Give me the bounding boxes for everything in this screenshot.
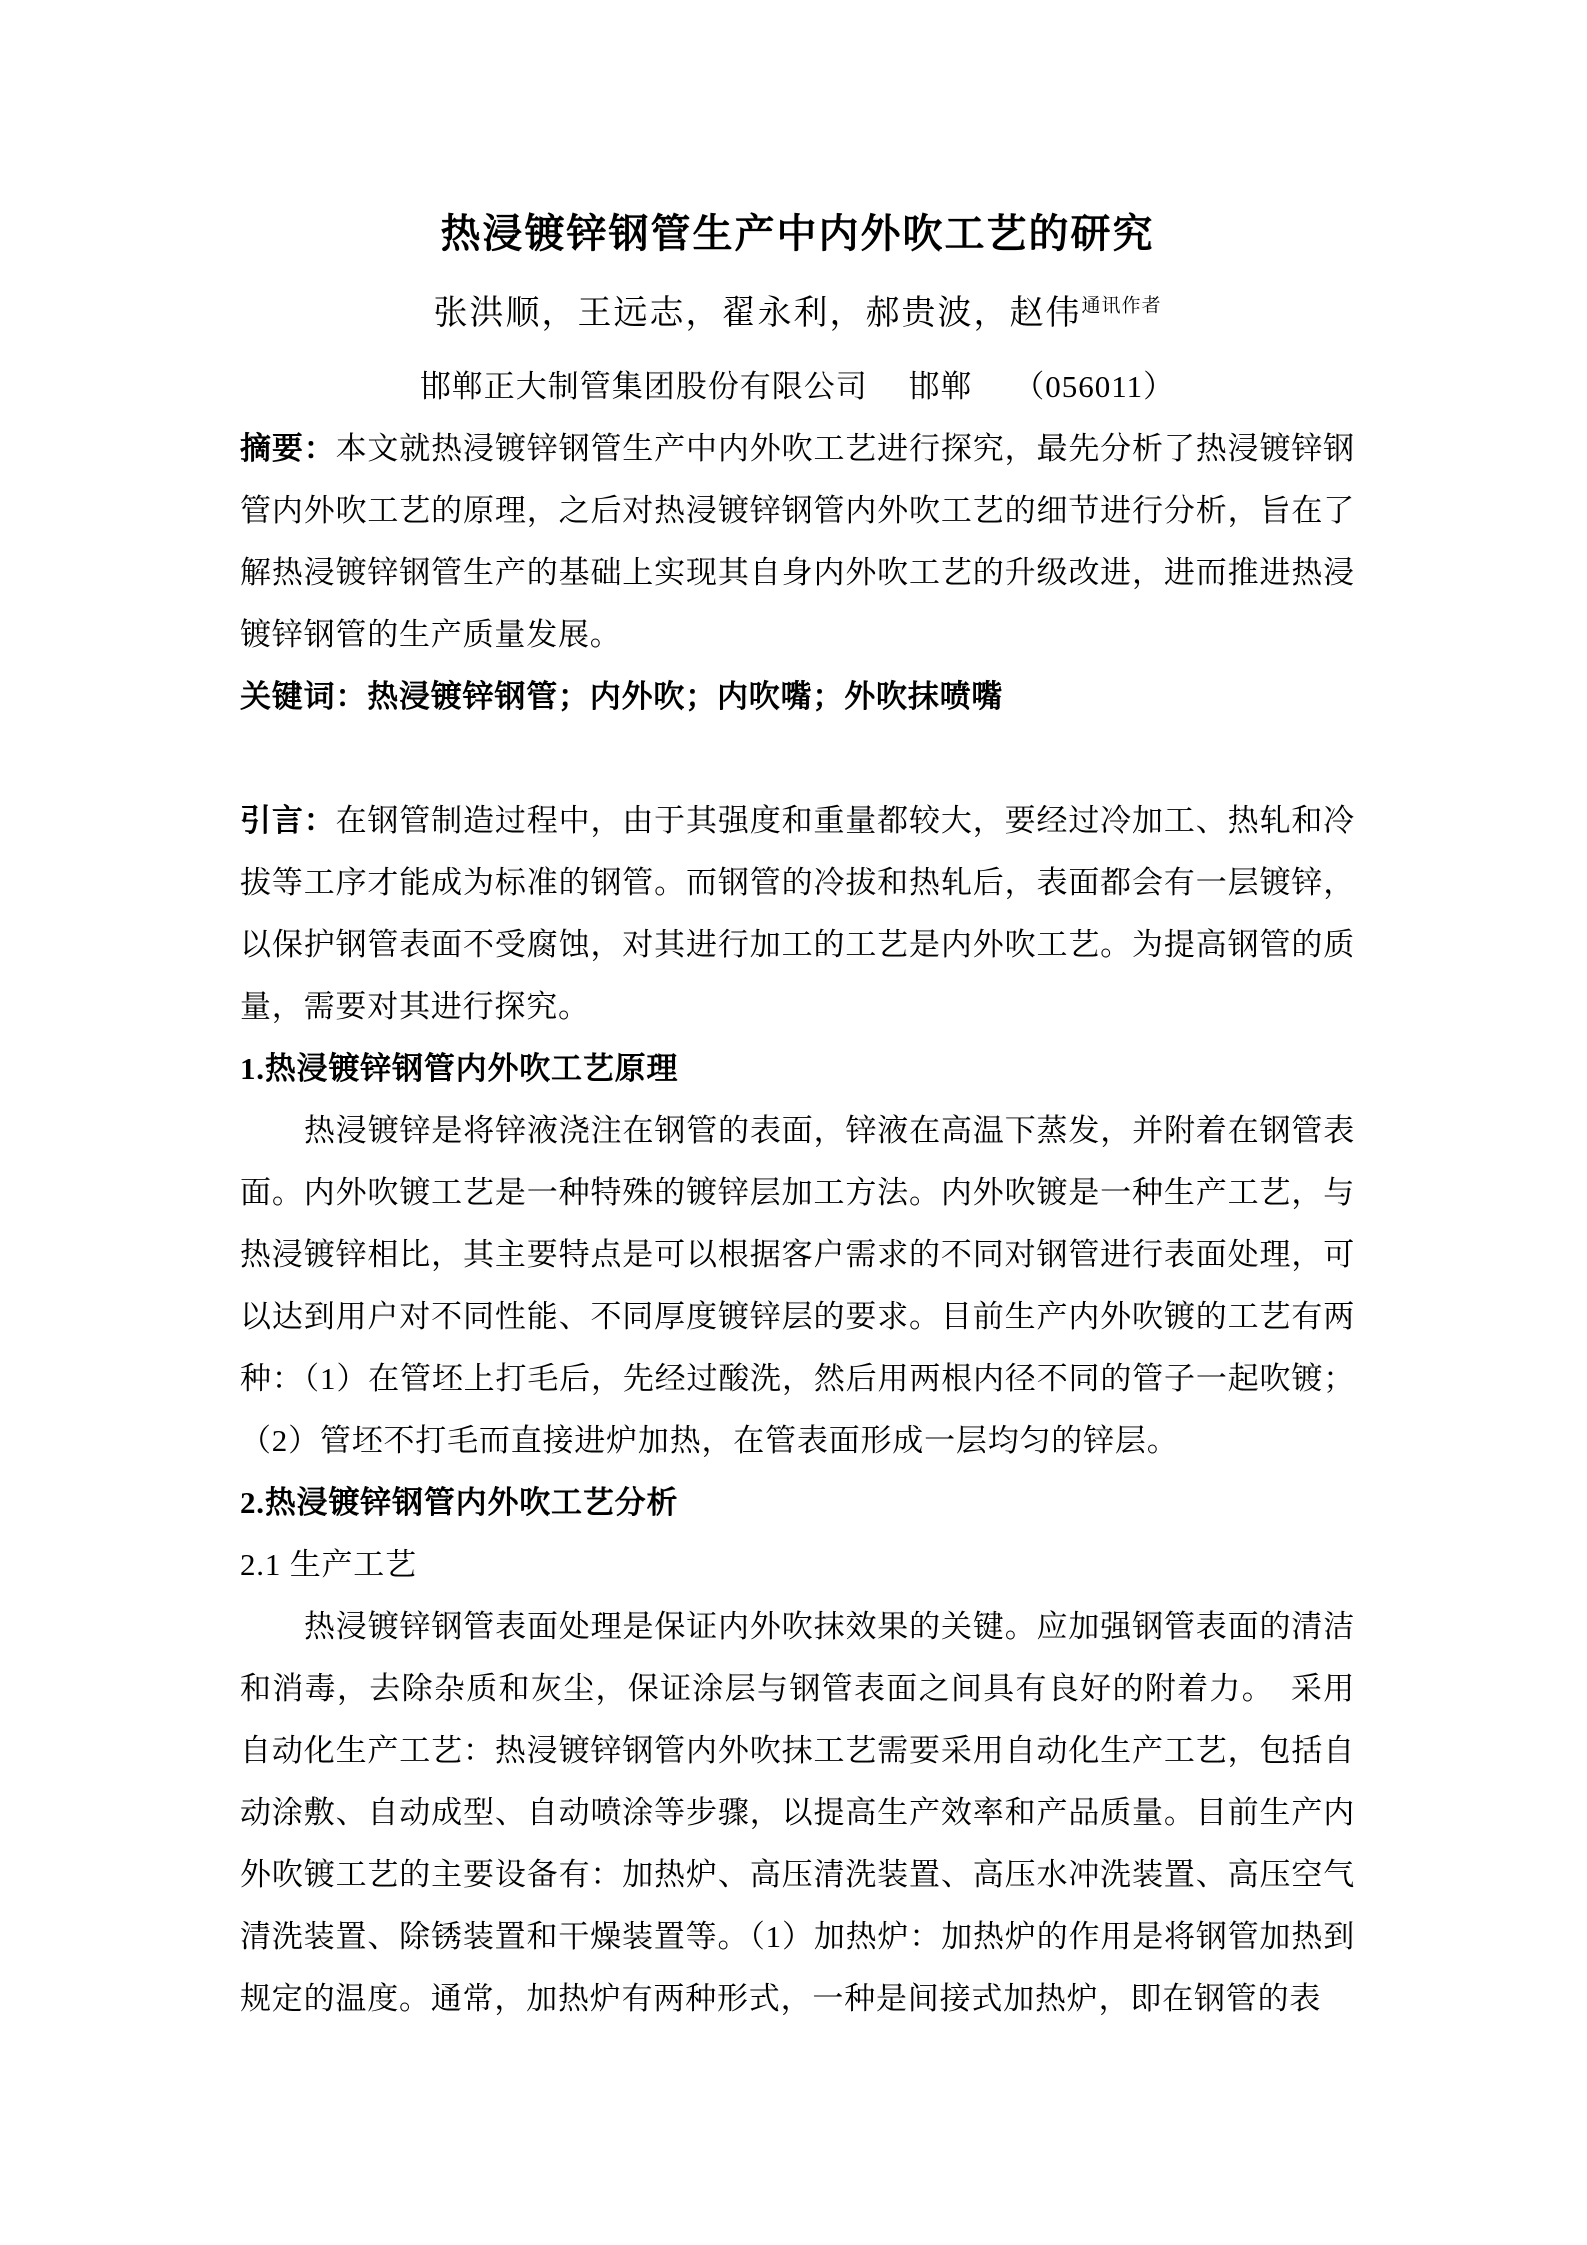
paper-title: 热浸镀锌钢管生产中内外吹工艺的研究 [440,211,1155,256]
abstract-label: 摘要： [240,431,336,466]
section-1-paragraph: 热浸镀锌是将锌液浇注在钢管的表面，锌液在高温下蒸发，并附着在钢管表面。内外吹镀工艺是一种特殊的镀锌层加工方法。内外吹镀是一种生产工艺，与热浸镀锌相比，其主要特点是可以根据客户需求的不同对钢管进行表面处理，可以达到用户对不同性能、不同厚度镀锌层的要求。目前生产内外吹镀的工艺有两种：（1）在管坯上打毛后，先经过酸洗，然后用两根内径不同的管子一起吹镀；（2）管坯不打毛而直接进炉加热，在管表面形成一层均匀的锌层。 [240,1113,1355,1458]
corresponding-author-superscript: 通讯作者 [1081,295,1162,317]
abstract-text: 本文就热浸镀锌钢管生产中内外吹工艺进行探究，最先分析了热浸镀锌钢管内外吹工艺的原理，之后对热浸镀锌钢管内外吹工艺的细节进行分析，旨在了解热浸镀锌钢管生产的基础上实现其自身内外吹工艺的升级改进，进而推进热浸镀锌钢管的生产质量发展。 [240,431,1355,652]
introduction-label: 引言： [240,803,336,838]
document-body [240,418,1355,2030]
keywords-text: 热浸镀锌钢管；内外吹；内吹嘴；外吹抹喷嘴 [367,679,1004,714]
section-2-paragraph: 热浸镀锌钢管表面处理是保证内外吹抹效果的关键。应加强钢管表面的清洁和消毒，去除杂质和灰尘，保证涂层与钢管表面之间具有良好的附着力。 采用自动化生产工艺：热浸镀锌钢管内外吹抹工艺需要采用自动化生产工艺，包括自动涂敷、自动成型、自动喷涂等步骤，以提高生产效率和产品质量。目前生产内外吹镀工艺的主要设备有：加热炉、高压清洗装置、高压水冲洗装置、高压空气清洗装置、除锈装置和干燥装置等。（1）加热炉：加热炉的作用是将钢管加热到规定的温度。通常，加热炉有两种形式，一种是间接式加热炉，即在钢管的表 [240,1609,1355,2016]
authors-line [240,283,1355,345]
introduction-paragraph [240,790,1355,1038]
section-2-subheading: 2.1 生产工艺 [240,1547,417,1582]
blank-line [240,728,1355,790]
keywords-label: 关键词： [240,679,368,714]
section-1-heading: 1.热浸镀锌钢管内外吹工艺原理 [240,1051,679,1086]
affiliation-line: 邯郸正大制管集团股份有限公司 邯郸 （056011） [419,369,1176,404]
introduction-text: 在钢管制造过程中，由于其强度和重量都较大，要经过冷加工、热轧和冷拔等工序才能成为标准的钢管。而钢管的冷拔和热轧后，表面都会有一层镀锌，以保护钢管表面不受腐蚀，对其进行加工的工艺是内外吹工艺。为提高钢管的质量，需要对其进行探究。 [240,803,1355,1024]
section-2-heading: 2.热浸镀锌钢管内外吹工艺分析 [240,1485,679,1520]
keywords-line [240,666,1355,728]
abstract-paragraph [240,418,1355,666]
author-names: 张洪顺，王远志，翟永利，郝贵波，赵伟 [433,295,1082,332]
